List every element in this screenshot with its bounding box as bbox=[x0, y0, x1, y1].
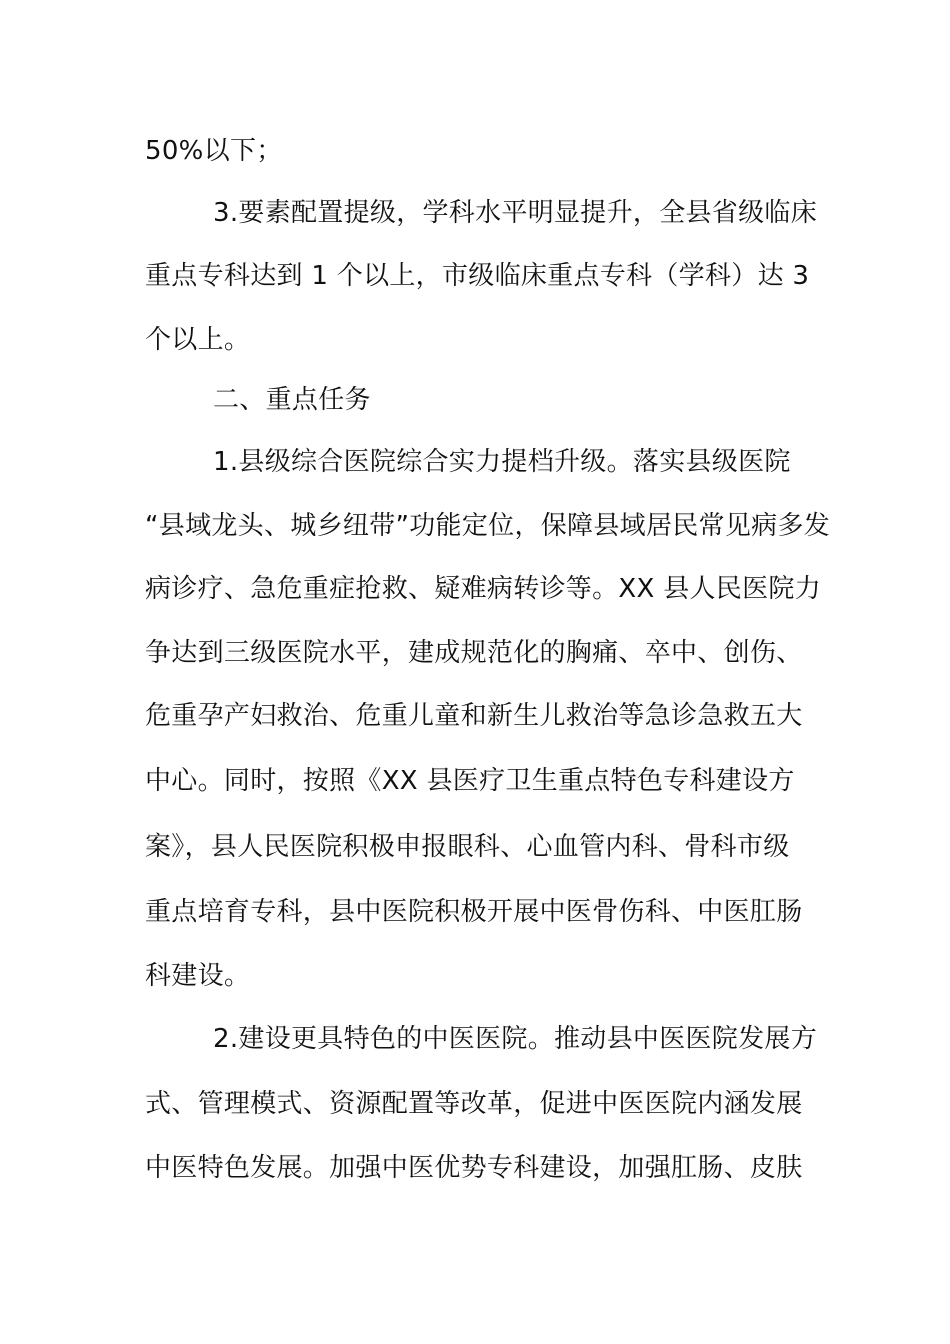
text-line: “县域龙头、城乡纽带”功能定位，保障县域居民常见病多发 bbox=[145, 511, 831, 541]
text-line: 病诊疗、急危重症抢救、疑难病转诊等。XX 县人民医院力 bbox=[145, 574, 821, 604]
text-line: 中医特色发展。加强中医优势专科建设，加强肛肠、皮肤 bbox=[145, 1153, 803, 1183]
text-line: 危重孕产妇救治、危重儿童和新生儿救治等急诊急救五大 bbox=[145, 701, 803, 731]
text-line: 重点专科达到 1 个以上，市级临床重点专科（学科）达 3 bbox=[145, 261, 810, 291]
text-line: 2.建设更具特色的中医医院。推动县中医医院发展方 bbox=[213, 1024, 818, 1054]
text-line: 争达到三级医院水平，建成规范化的胸痛、卒中、创伤、 bbox=[145, 638, 803, 668]
text-line: 重点培育专科，县中医院积极开展中医骨伤科、中医肛肠 bbox=[145, 897, 803, 927]
text-line: 3.要素配置提级，学科水平明显提升，全县省级临床 bbox=[213, 198, 818, 228]
text-line: 50%以下； bbox=[145, 136, 283, 166]
text-line: 式、管理模式、资源配置等改革，促进中医医院内涵发展 bbox=[145, 1089, 803, 1119]
text-line: 个以上。 bbox=[145, 325, 251, 355]
text-line: 中心。同时，按照《XX 县医疗卫生重点特色专科建设方 bbox=[145, 766, 795, 796]
text-line: 1.县级综合医院综合实力提档升级。落实县级医院 bbox=[213, 447, 791, 477]
text-line: 科建设。 bbox=[145, 961, 251, 991]
section-heading: 二、重点任务 bbox=[213, 385, 371, 415]
text-line: 案》，县人民医院积极申报眼科、心血管内科、骨科市级 bbox=[145, 832, 790, 862]
